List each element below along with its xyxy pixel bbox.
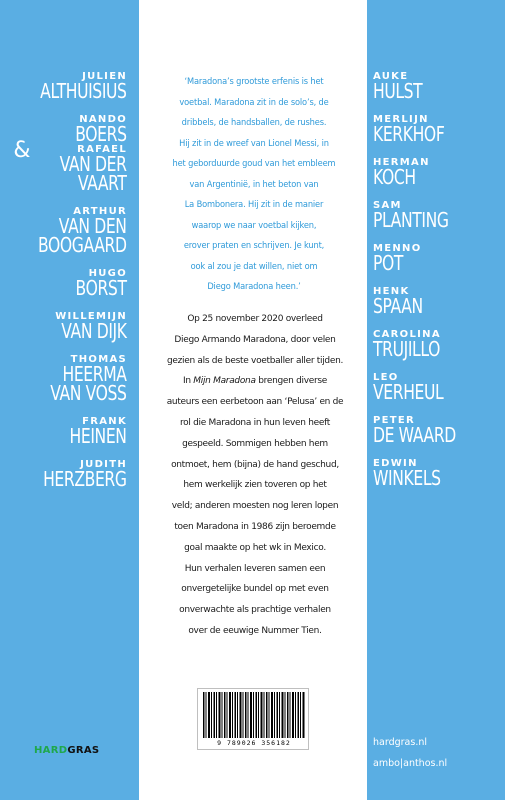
- author-last-name: KERKHOF: [373, 122, 445, 146]
- author-entry: [373, 458, 479, 488]
- quote-line: Diego Maradona heen.’: [207, 281, 301, 292]
- author-last-name: HEINEN: [69, 424, 127, 448]
- barcode: [203, 692, 305, 738]
- author-first-name: HERMAN: [373, 157, 430, 168]
- author-list-left: [13, 71, 127, 502]
- publisher-logo: [34, 745, 99, 756]
- author-entry: [373, 286, 479, 316]
- author-entry: [373, 243, 479, 273]
- blurb-line: gespeeld. Sommigen hebben hem: [182, 438, 328, 449]
- author-last-name: TRUJILLO: [373, 337, 440, 361]
- author-first-name: PETER: [373, 415, 416, 426]
- quote-line: voetbal. Maradona zit in de solo’s, de: [179, 96, 329, 108]
- blurb-line: gezien als de beste voetballer aller tijden.: [166, 355, 344, 366]
- author-first-name: JUDITH: [80, 459, 127, 470]
- logo-part-hard: HARD: [34, 745, 68, 756]
- logo-part-gras: GRAS: [67, 745, 100, 756]
- quote-line: het geborduurde goud van het embleem: [172, 158, 336, 169]
- blurb-line: rol die Maradona in hun leven heeft: [179, 417, 331, 428]
- author-last-name: WINKELS: [373, 466, 441, 490]
- author-first-name: RAFAEL: [77, 144, 127, 155]
- author-last-name: ALTHUISIUS: [40, 79, 127, 103]
- author-last-name: VAN DIJK: [61, 319, 127, 343]
- author-last-name: VAN DEN: [59, 214, 127, 238]
- blurb-line: over de eeuwige Nummer Tien.: [188, 625, 322, 636]
- author-entry: [373, 372, 479, 402]
- author-last-name: HEERMA: [62, 362, 127, 386]
- author-list-right: [373, 71, 479, 501]
- author-entry: [13, 416, 127, 446]
- author-first-name: THOMAS: [70, 354, 127, 365]
- author-first-name: CAROLINA: [373, 329, 441, 340]
- author-last-name: BOERS: [75, 122, 127, 146]
- author-last-name: VAART: [78, 171, 127, 195]
- author-entry: [13, 71, 127, 101]
- quote-line: La Bombonera. Hij zit in de manier: [184, 199, 324, 210]
- blurb-line: Op 25 november 2020 overleed: [187, 314, 323, 324]
- author-first-name: HUGO: [88, 268, 127, 279]
- author-first-name: SAM: [373, 200, 402, 211]
- blurb-text: [150, 309, 360, 642]
- link-hardgras[interactable]: hardgras.nl: [373, 737, 427, 748]
- author-last-name: SPAAN: [373, 294, 423, 318]
- ampersand: &: [13, 138, 31, 163]
- author-entry: [373, 329, 479, 359]
- blurb-line: auteurs een eerbetoon aan ‘Pelusa’ en de: [166, 397, 344, 408]
- author-entry: [373, 157, 479, 187]
- link-amboanthos[interactable]: ambo|anthos.nl: [373, 758, 448, 769]
- author-last-name: VAN VOSS: [50, 381, 127, 405]
- isbn-number: 9 789026 356182: [217, 739, 291, 747]
- blurb-text-segment: brengen diverse: [255, 376, 328, 387]
- quote-line: dribbels, de handsballen, de rushes.: [181, 117, 327, 128]
- publisher-links: [373, 732, 447, 774]
- blurb-line: veld; anderen moesten nog leren lopen: [171, 501, 339, 512]
- blurb-line: onvergetelijke bundel op met even: [181, 584, 329, 595]
- author-first-name: ARTHUR: [73, 206, 127, 217]
- author-entry: [13, 114, 127, 193]
- author-first-name: NANDO: [79, 114, 127, 125]
- author-entry: [13, 311, 127, 341]
- author-last-name: VAN DER: [60, 152, 127, 176]
- blurb-line: Diego Armando Maradona, door velen: [174, 334, 336, 345]
- quote-block: [154, 72, 354, 298]
- blurb-line: onverwachte als prachtige verhalen: [179, 605, 331, 616]
- blurb-line: Hun verhalen leveren samen een: [184, 563, 326, 574]
- author-first-name: MERLIJN: [373, 114, 429, 125]
- author-entry: [373, 200, 479, 230]
- author-last-name: HERZBERG: [43, 467, 127, 491]
- blurb-line: toen Maradona in 1986 zijn beroemde: [174, 521, 336, 532]
- quote-line: erover praten en schrijven. Je kunt,: [183, 240, 325, 251]
- author-entry: [13, 206, 127, 255]
- quote-line: ‘Maradona’s grootste erfenis is het: [184, 76, 324, 87]
- author-last-name: BOOGAARD: [38, 233, 127, 257]
- author-first-name: FRANK: [82, 416, 127, 427]
- quote-line: Hij zit in de wreef van Lionel Messi, in: [179, 137, 329, 149]
- blurb-text-segment: In: [182, 376, 194, 387]
- author-entry: [13, 268, 127, 298]
- author-last-name: KOCH: [373, 165, 416, 189]
- blurb-line: [150, 371, 360, 392]
- blurb-line: goal maakte op het wk in Mexico.: [184, 542, 326, 553]
- barcode-box: [197, 688, 309, 750]
- quote-line: ook al zou je dat willen, niet om: [190, 260, 318, 272]
- author-first-name: JULIEN: [82, 71, 127, 82]
- author-last-name: PLANTING: [373, 208, 449, 232]
- author-entry: [13, 354, 127, 403]
- author-entry: [13, 459, 127, 489]
- author-first-name: MENNO: [373, 243, 422, 254]
- blurb-line: hem werkelijk zien toveren op het: [183, 480, 327, 491]
- author-first-name: WILLEMIJN: [55, 311, 127, 322]
- author-entry: [373, 71, 479, 101]
- quote-line: van Argentinië, in het beton van: [189, 178, 319, 190]
- author-last-name: BORST: [75, 276, 127, 300]
- author-entry: [373, 415, 479, 445]
- author-last-name: POT: [373, 251, 404, 275]
- quote-line: waarop we naar voetbal kijken,: [191, 219, 317, 231]
- author-entry: [373, 114, 479, 144]
- author-first-name: EDWIN: [373, 458, 418, 469]
- blurb-line: ontmoet, hem (bijna) de hand geschud,: [171, 459, 339, 470]
- author-last-name: HULST: [373, 79, 423, 103]
- book-title: Mijn Maradona: [193, 376, 256, 387]
- author-last-name: VERHEUL: [373, 380, 444, 404]
- author-first-name: LEO: [373, 372, 399, 383]
- author-first-name: AUKE: [373, 71, 409, 82]
- author-first-name: HENK: [373, 286, 410, 297]
- author-last-name: DE WAARD: [373, 423, 456, 447]
